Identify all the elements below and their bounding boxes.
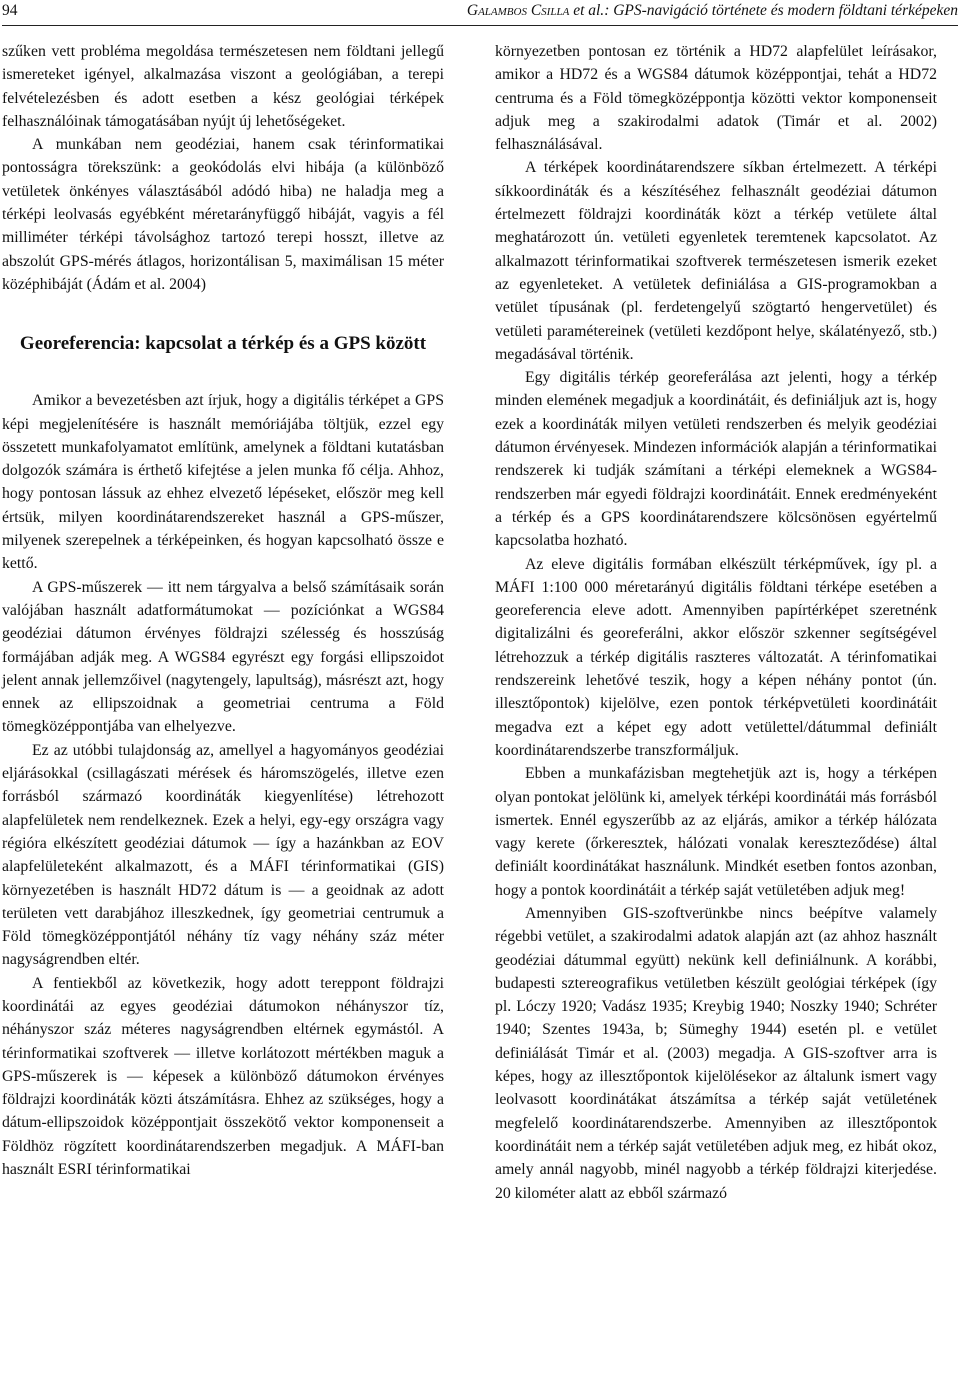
page-number: 94 (2, 2, 18, 19)
page-header (2, 0, 958, 22)
paragraph: A GPS-műszerek — itt nem tárgyalva a belső számításaik során valójában használt adatformátumokat — pozíciónkat a WGS84 geodéziai dátumon érvényes földrajzi szélesség és hosszúság formájában adják meg. A WGS84 egyrészt egy forgási ellipszoidot jelent annak jellemzőivel (nagytengely, lapultság), másrészt azt, hogy ennek az ellipszoidnak a geometriai centruma a Föld tömegközéppontjába van elhelyezve. (2, 578, 444, 736)
paragraph: környezetben pontosan ez történik a HD72 alapfelület leírásakor, amikor a HD72 és a WGS84 dátumok középpontjai, tehát a HD72 centruma és a Föld tömegközéppontja közötti vektor komponenseit adjuk meg a szakirodalmi adatok (Timár et al. 2002) felhasználásával. (495, 43, 937, 154)
paragraph: Egy digitális térkép georeferálása azt jelenti, hogy a térkép minden elemének megadjuk a koordinátáit, és definiáljuk azt is, hogy ezek a koordináták milyen vetületi rendszerben és melyik geodéziai dátumon érvényesek. Mindezen információk alapján a térinformatikai rendszerek ki tudják számítani a térképi elemeknek a WGS84-rendszerben már egyedi földrajzi koordinátáit. Ennek eredményeként a térkép és a GPS koordinátarendszere kölcsönösen egyértelmű kapcsolatba hozható. (495, 369, 937, 550)
paragraph: Ez az utóbbi tulajdonság az, amellyel a hagyományos geodéziai eljárásokkal (csillagászati mérések és háromszögelés, illetve ezen forrásból származó koordináták kiegyenlítése) létrehozott alapfelületek nem rendelkeznek. Ezek a helyi, egy-egy országra vagy régióra elkészített geodéziai dátumok — így a hazánkban az EOV alapfelületeként alkalmazott, és a MÁFI térinformatikai (GIS) környezetében is használt HD72 dátum is — a geoidnak az adott területen vett darabjához illeszkednek, így geometriai centrumuk a Föld tömegközéppontjától néhány tíz vagy néhány száz méter nagyságrendben eltér. (2, 741, 444, 969)
paragraph: A fentiekből az következik, hogy adott tereppont földrajzi koordinátái az egyes geodéziai dátumokon néhányszor tíz, néhányszor száz méteres nagyságrendben eltérnek egymástól. A térinformatikai szoftverek — illetve korlátozott mértékben maguk a GPS-műszerek is — képesek a különböző dátumokon érvényes földrajzi koordináták közti átszámításra. Ehhez az szükséges, hogy a dátum-ellipszoidok középpontjait összekötő vektor komponenseit a Földhöz rögzített koordinátarendszerben megadjuk. A MÁFI-ban használt ESRI térinformatikai (2, 974, 444, 1179)
paragraph: A térképek koordinátarendszere síkban értelmezett. A térképi síkkoordináták és a készítéséhez felhasznált geodéziai dátumon értelmezett földrajzi koordináták közt a térkép vetülete által meghatározott ún. vetületi egyenletek teremtenek kapcsolatot. Az alkalmazott térinformatikai szoftverek természetesen ismerik ezeket az egyenleteket. A vetületek definiálása a GIS-programokban a vetület típusának (pl. ferdetengelyű szögtartó hengervetület) és vetületi paramétereinek (vetületi kezdőpont helye, skálatényező, stb.) megadásával történik. (495, 159, 937, 363)
running-head-author: Galambos Csilla (466, 2, 570, 19)
running-head-title: : GPS-navigáció története és modern földtani térképeken (604, 2, 958, 19)
running-head (467, 0, 958, 22)
right-column (495, 40, 937, 1205)
header-rule (2, 25, 958, 26)
paragraph: A munkában nem geodéziai, hanem csak térinformatikai pontosságra törekszünk: a geokódolás elvi hibája (a különböző vetületek önkényes választásából adódó hiba) ne haladja meg a térképi leolvasás egyébként méretarányfüggő hibáját, vagyis a fél milliméter térképi távolsághoz tartozó terepi hosszt, illetve az abszolút GPS-mérés átlagos, horizontálisan 5, maximálisan 15 méter középhibáját (Ádám et al. 2004) (2, 136, 444, 293)
left-column (2, 40, 444, 1181)
section-heading: Georeferencia: kapcsolat a térkép és a GPS között (19, 333, 427, 355)
paragraph: Amennyiben GIS-szoftverünkbe nincs beépítve valamely régebbi vetület, a szakirodalmi adatok alapján azt (az ahhoz használt geodéziai dátummal együtt) nekünk kell definiálnunk. A korábbi, budapesti sztereografikus vetületben készült geológiai térképek (így pl. Lóczy 1920; Vadász 1935; Kreybig 1940; Noszky 1940; Schréter 1940; Szentes 1943a, b; Sümeghy 1944) esetén pl. e vetület definiálását Timár et al. (2003) megadja. A GIS-szoftver arra is képes, hogy az illesztőpontok kijelölésekor az általunk ismert vagy leolvasott koordinátákat átszámítsa a térkép saját vetületének megfelelő koordinátarendszerbe. Amennyiben az illesztőpontok koordinátáit nem a térkép saját vetületében adjuk meg, ez hibát okoz, amely annál nagyobb, minél nagyobb a térkép földrajzi kiterjedése. 20 kilométer alatt az ebből származó (495, 904, 937, 1202)
running-head-author-suffix: et al. (569, 2, 605, 19)
paragraph: Ebben a munkafázisban megtehetjük azt is, hogy a térképen olyan pontokat jelölünk ki, amelyek térképi koordinátái más forrásból ismertek. Ennél egyszerűbb az az eljárás, amikor a térkép hálózata vagy kerete (őrkeresztek, hálózati vonalak kereszteződése) által definiált koordinátákat használunk. Mindkét esetben fontos azonban, hogy a pontok koordinátáit a térkép saját vetületében adjuk meg! (495, 765, 937, 899)
paragraph: Amikor a bevezetésben azt írjuk, hogy a digitális térképet a GPS képi megjelenítésére is használt memóriájába töltjük, ezzel egy összetett munkafolyamatot említünk, amelynek a földtani kutatásban dolgozók számára is érthető kifejtése a jelen munka fő célja. Ahhoz, hogy pontosan lássuk az ehhez elvezető lépéseket, először meg kell értsük, milyen koordinátarendszereket használ a GPS-műszer, milyenek szerepelnek a térképeinken, és hogyan kapcsolható össze e kettő. (2, 392, 444, 573)
paragraph: szűken vett probléma megoldása természetesen nem földtani jellegű ismereteket igényel, alkalmazása viszont a geológiában, a terepi felvételezésben és adott esetben a kész geológiai térképek felhasználóinak támogatásában nyújt új lehetőségeket. (2, 43, 444, 130)
paragraph: Az eleve digitális formában elkészült térképművek, így pl. a MÁFI 1:100 000 méretarányú digitális földtani térképe esetében a georeferencia eleve adott. Amennyiben papírtérképet szeretnénk digitalizálni és georeferálni, akkor először szkenner segítségével létrehozzuk a térkép digitális raszteres változatát. A térinfomatikai rendszereink lehetővé teszik, hogy a képen néhány pontot (ún. illesztőpontok) kijelölve, ezen pontok térképvetületi koordinátáit megadva ezt a képet egy adott vetülettel/dátummal definiált koordinátarendszerbe transzformáljuk. (495, 555, 937, 759)
